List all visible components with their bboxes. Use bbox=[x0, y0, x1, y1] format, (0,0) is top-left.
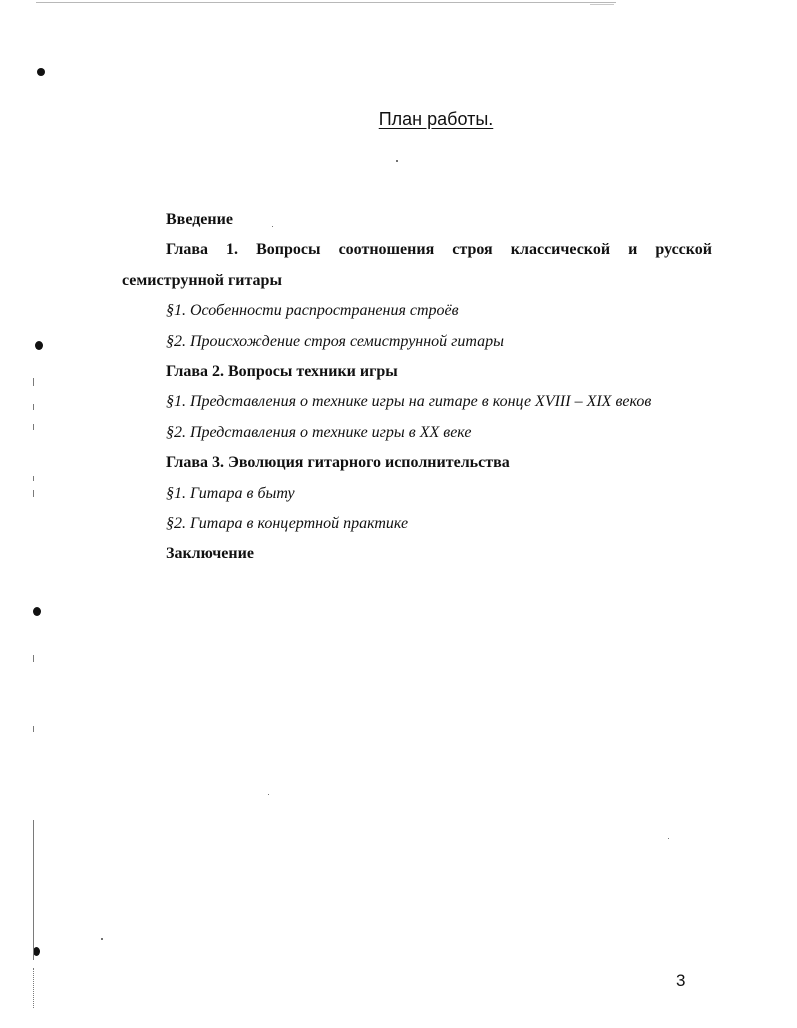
toc-chapter-2-section-2: §2. Представления о технике игры в XX веке bbox=[166, 423, 472, 441]
scan-speck bbox=[668, 838, 669, 839]
toc-introduction: Введение bbox=[166, 211, 233, 228]
toc-chapter-3-section-2: §2. Гитара в концертной практике bbox=[166, 515, 409, 533]
toc-conclusion: Заключение bbox=[166, 545, 254, 563]
scan-margin-line bbox=[33, 726, 34, 732]
scan-speck bbox=[101, 938, 103, 940]
page-number: 3 bbox=[676, 971, 686, 990]
scan-margin-line bbox=[33, 424, 34, 430]
punch-hole-mark bbox=[33, 947, 40, 956]
page-title: План работы. bbox=[378, 109, 494, 129]
toc-chapter-3-section-1: §1. Гитара в быту bbox=[166, 484, 295, 502]
scan-margin-line bbox=[33, 476, 34, 481]
punch-hole-mark bbox=[35, 341, 43, 350]
toc-chapter-3-title: Глава 3. Эволюция гитарного исполнительства bbox=[166, 454, 510, 472]
scan-margin-line bbox=[33, 404, 34, 410]
scan-speck bbox=[268, 794, 269, 795]
scan-margin-line bbox=[33, 490, 34, 497]
toc-chapter-2-section-1: §1. Представления о технике игры на гитаре в конце XVIII – XIX веков bbox=[166, 393, 652, 411]
scan-speck bbox=[396, 160, 398, 162]
scan-edge-line bbox=[590, 4, 614, 5]
table-of-contents bbox=[122, 205, 712, 570]
toc-chapter-1-title: Глава 1. Вопросы соотношения строя классической и русской семиструнной гитары bbox=[122, 241, 712, 289]
scan-margin-line bbox=[33, 968, 34, 1008]
scan-margin-line bbox=[33, 378, 34, 386]
toc-chapter-1-section-2: §2. Происхождение строя семиструнной гитары bbox=[166, 332, 504, 350]
punch-hole-mark bbox=[37, 68, 45, 76]
toc-chapter-1-section-1: §1. Особенности распространения строёв bbox=[166, 302, 459, 320]
toc-chapter-2-title: Глава 2. Вопросы техники игры bbox=[166, 363, 398, 381]
scan-margin-line bbox=[33, 655, 34, 662]
scan-margin-line bbox=[33, 820, 34, 960]
scan-edge-line bbox=[36, 2, 616, 3]
punch-hole-mark bbox=[33, 607, 41, 616]
